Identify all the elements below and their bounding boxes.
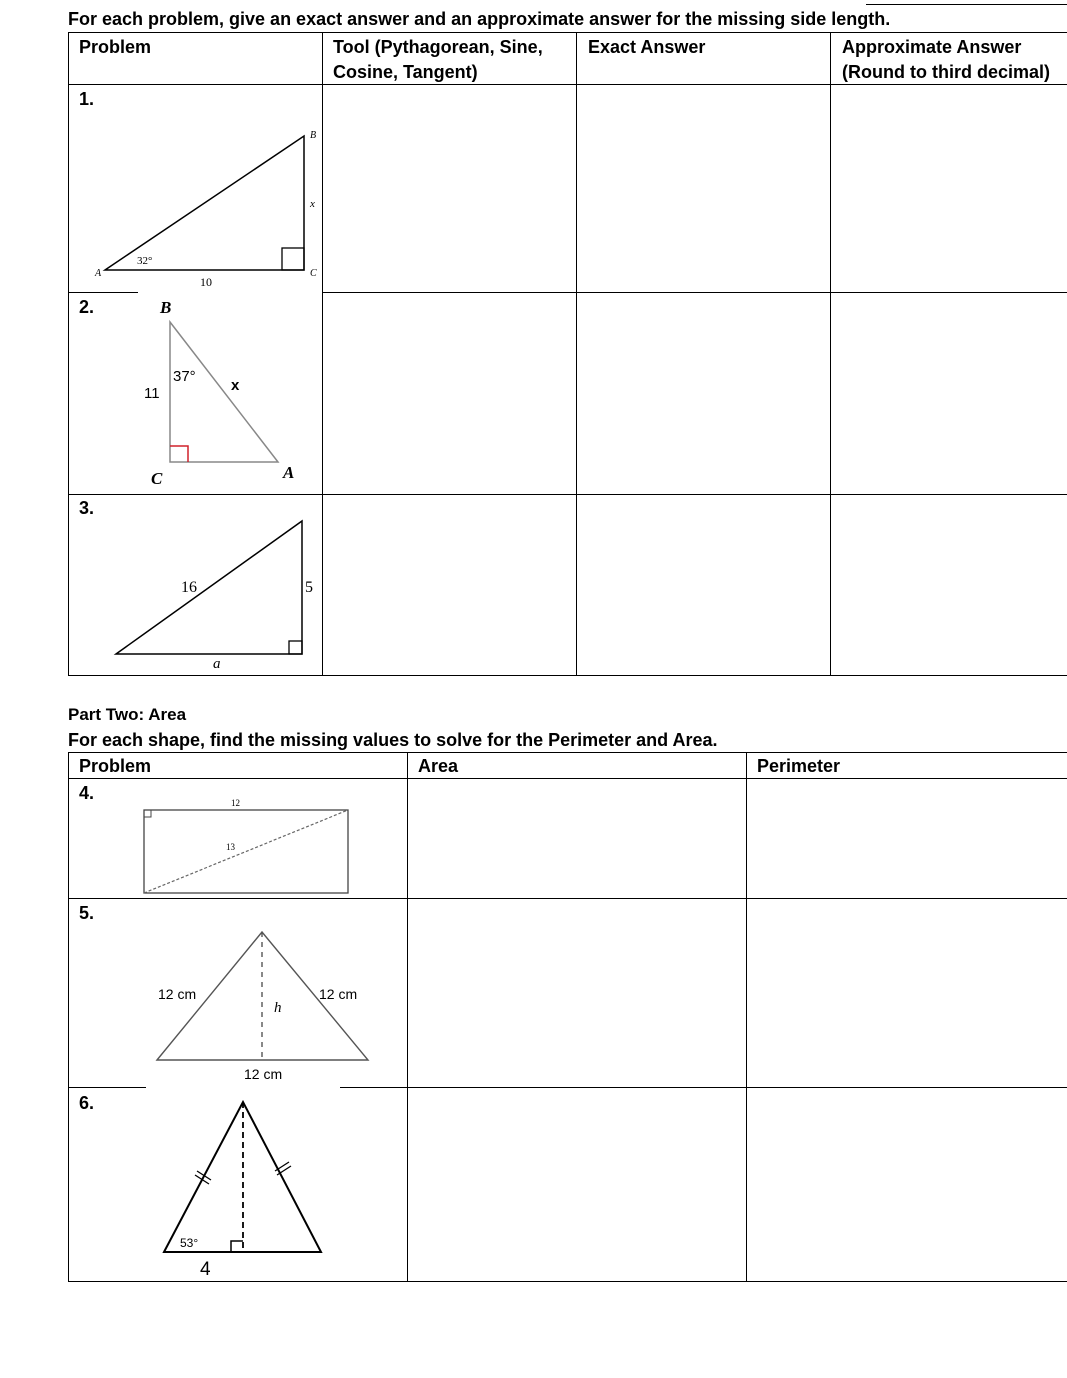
unknown-side-label: a — [213, 656, 221, 672]
part-two-title: Part Two: Area — [68, 705, 187, 724]
part-two-instructions: For each shape, find the missing values to solve for the Perimeter and Area. — [68, 730, 718, 750]
base-label: 12 cm — [244, 1066, 283, 1082]
problem-number: 1. — [79, 89, 95, 109]
angle-label: 37° — [173, 368, 196, 385]
problem-number: 3. — [79, 498, 95, 518]
vertex-label-b: B — [160, 298, 172, 317]
problem-number: 5. — [79, 903, 95, 923]
diagonal-label: 13 — [226, 842, 235, 852]
header-tool: Tool (Pythagorean, Sine, Cosine, Tangent) — [333, 37, 543, 82]
vertex-label-b: B — [310, 130, 317, 141]
header-problem: Problem — [79, 37, 152, 57]
right-side-label: 12 cm — [319, 986, 358, 1002]
angle-label: 32° — [137, 255, 153, 267]
vertex-label-c: C — [310, 268, 317, 279]
unknown-side-label: x — [310, 198, 315, 210]
problem-number: 6. — [79, 1093, 95, 1113]
unknown-side-label: x — [231, 377, 240, 394]
side-label: 10 — [200, 275, 212, 289]
header-area: Area — [418, 756, 459, 776]
hypotenuse-label: 16 — [181, 579, 197, 596]
vertex-label-a: A — [95, 268, 102, 279]
problem-number: 2. — [79, 297, 95, 317]
header-problem: Problem — [79, 756, 152, 776]
side-label: 11 — [144, 385, 160, 402]
base-label: 4 — [200, 1259, 211, 1280]
header-perimeter: Perimeter — [757, 756, 841, 776]
left-side-label: 12 cm — [158, 986, 197, 1002]
angle-label: 53° — [180, 1236, 199, 1250]
header-approx-answer: Approximate Answer (Round to third decimal) — [842, 37, 1050, 82]
height-label: h — [274, 1000, 282, 1016]
header-exact-answer: Exact Answer — [588, 37, 706, 57]
width-label: 12 — [231, 798, 240, 808]
vertex-label-c: C — [151, 469, 163, 488]
problem-number: 4. — [79, 783, 95, 803]
leg-label: 5 — [305, 579, 313, 596]
part-one-instructions: For each problem, give an exact answer and an approximate answer for the missing side length. — [68, 9, 891, 29]
vertex-label-a: A — [283, 463, 295, 482]
